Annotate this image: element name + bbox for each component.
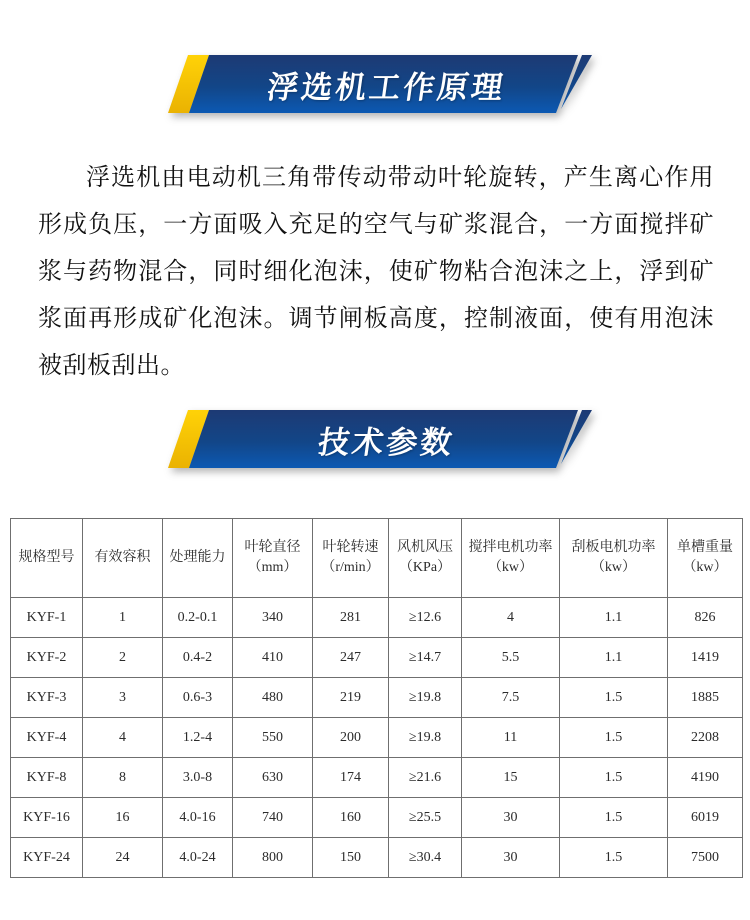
table-cell: ≥21.6 [389,758,462,798]
header-unit: （KPa） [398,560,452,575]
table-cell: 630 [233,758,313,798]
table-row [11,638,743,678]
table-cell: 2208 [668,718,743,758]
table-cell: 6019 [668,798,743,838]
header-label: 有效容积 [94,550,151,565]
table-cell: 0.6-3 [163,678,233,718]
table-cell: ≥19.8 [389,718,462,758]
table-cell: 800 [233,838,313,878]
table-header-row [11,519,743,598]
table-header-cell [163,519,233,598]
table-cell: 1.5 [560,678,668,718]
table-cell: 24 [83,838,163,878]
section-banner-params [168,410,592,468]
spec-table [10,518,743,878]
table-cell: 1.2-4 [163,718,233,758]
table-cell: 5.5 [462,638,560,678]
table-cell: KYF-24 [11,838,83,878]
table-cell: 740 [233,798,313,838]
table-cell: 2 [83,638,163,678]
table-cell: 174 [313,758,389,798]
header-label: 搅拌电机功率 [468,540,553,555]
table-row [11,758,743,798]
table-cell: KYF-3 [11,678,83,718]
table-header-cell [462,519,560,598]
table-cell: 247 [313,638,389,678]
table-row [11,798,743,838]
table-cell: 15 [462,758,560,798]
table-cell: ≥25.5 [389,798,462,838]
table-cell: 4.0-16 [163,798,233,838]
spec-table-body [11,598,743,878]
header-label: 刮板电机功率 [571,540,656,555]
header-label: 单槽重量 [677,540,733,555]
section-banner-principle [168,55,592,113]
table-cell: 4190 [668,758,743,798]
table-cell: 0.4-2 [163,638,233,678]
header-label: 风机风压 [397,540,453,555]
table-cell: 0.2-0.1 [163,598,233,638]
table-cell: 1.1 [560,638,668,678]
header-unit: （kw） [487,560,534,575]
table-cell: 1.5 [560,718,668,758]
table-cell: KYF-1 [11,598,83,638]
table-header-cell [83,519,163,598]
table-cell: 30 [462,838,560,878]
table-cell: 4.0-24 [163,838,233,878]
table-cell: ≥30.4 [389,838,462,878]
table-header-cell [389,519,462,598]
table-cell: 160 [313,798,389,838]
table-cell: 219 [313,678,389,718]
table-header-cell [313,519,389,598]
table-cell: ≥14.7 [389,638,462,678]
table-cell: 7500 [668,838,743,878]
table-header-cell [668,519,743,598]
table-cell: 4 [462,598,560,638]
table-header-cell [233,519,313,598]
table-cell: ≥12.6 [389,598,462,638]
table-cell: 1.1 [560,598,668,638]
table-cell: KYF-16 [11,798,83,838]
header-label: 处理能力 [169,550,226,565]
header-unit: （kw） [590,560,637,575]
table-cell: 1.5 [560,798,668,838]
table-cell: 16 [83,798,163,838]
table-cell: ≥19.8 [389,678,462,718]
table-cell: KYF-8 [11,758,83,798]
section-title-principle: 浮选机工作原理 [265,69,509,105]
header-label: 叶轮直径 [244,540,301,555]
table-cell: KYF-2 [11,638,83,678]
table-cell: 340 [233,598,313,638]
header-unit: （mm） [247,560,298,575]
table-cell: 3 [83,678,163,718]
table-header-cell [11,519,83,598]
header-label: 规格型号 [18,550,75,565]
table-cell: 200 [313,718,389,758]
table-row [11,718,743,758]
table-header-cell [560,519,668,598]
principle-paragraph: 浮选机由电动机三角带传动带动叶轮旋转，产生离心作用形成负压，一方面吸入充足的空气与矿浆混合，一方面搅拌矿浆与药物混合，同时细化泡沫，使矿物粘合泡沫之上，浮到矿浆面再形成矿化泡沫。调节闸板高度，控制液面，使有用泡沫被刮板刮出。 [38,165,714,379]
table-cell: 11 [462,718,560,758]
header-unit: （r/min） [321,560,380,575]
table-row [11,598,743,638]
table-cell: 826 [668,598,743,638]
table-cell: 281 [313,598,389,638]
table-cell: KYF-4 [11,718,83,758]
table-cell: 480 [233,678,313,718]
table-cell: 1.5 [560,838,668,878]
table-cell: 410 [233,638,313,678]
table-cell: 7.5 [462,678,560,718]
table-row [11,678,743,718]
table-cell: 4 [83,718,163,758]
table-cell: 30 [462,798,560,838]
table-cell: 8 [83,758,163,798]
section-title-params: 技术参数 [316,424,458,460]
table-cell: 1.5 [560,758,668,798]
table-cell: 1419 [668,638,743,678]
header-unit: （kw） [682,560,728,575]
table-cell: 1 [83,598,163,638]
table-cell: 550 [233,718,313,758]
table-cell: 1885 [668,678,743,718]
header-label: 叶轮转速 [322,540,379,555]
table-cell: 150 [313,838,389,878]
table-cell: 3.0-8 [163,758,233,798]
table-row [11,838,743,878]
